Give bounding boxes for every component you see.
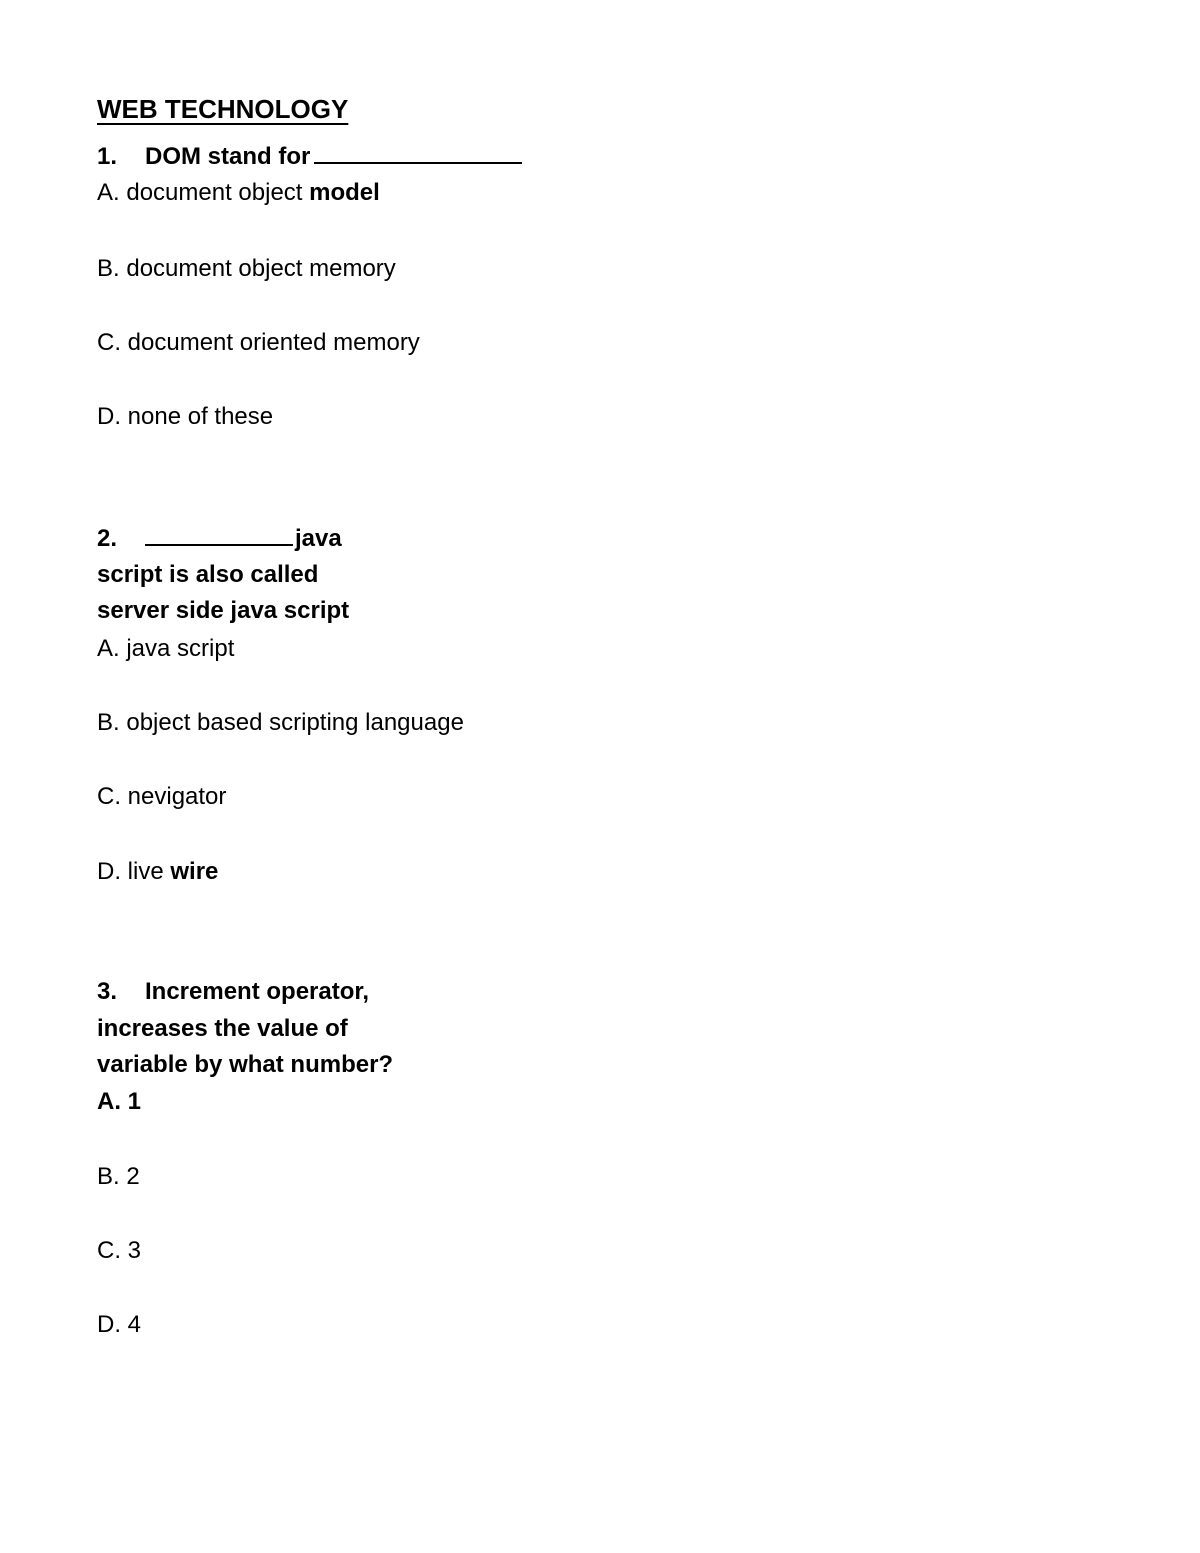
question-1-option-a <box>97 178 380 208</box>
option-text: D. live <box>97 858 164 885</box>
page-title: WEB TECHNOLOGY <box>97 94 349 124</box>
question-1-option-c <box>97 328 420 358</box>
question-3-option-d <box>97 1310 141 1340</box>
option-emphasis: model <box>309 179 380 206</box>
question-number: 3. <box>97 978 118 1005</box>
option-text: C. 3 <box>97 1237 142 1264</box>
question-2-stem-line-2: script is also called <box>97 561 319 588</box>
question-2-option-b <box>97 708 464 738</box>
question-text: DOM stand for <box>145 143 311 170</box>
question-3-stem-line-1 <box>97 977 369 1007</box>
question-text: Increment operator, <box>145 978 370 1005</box>
question-1-option-d <box>97 402 273 432</box>
option-text: A. java script <box>97 635 235 662</box>
question-1-stem <box>97 142 522 172</box>
question-2-stem-line-1 <box>97 524 342 554</box>
answer-blank <box>145 524 293 546</box>
option-text: D. 4 <box>97 1311 142 1338</box>
question-3-stem-line-2: increases the value of <box>97 1015 348 1042</box>
option-text: D. none of these <box>97 403 274 430</box>
option-text: B. document object memory <box>97 255 396 282</box>
question-number: 1. <box>97 143 118 170</box>
question-2-option-d <box>97 857 218 887</box>
question-number: 2. <box>97 525 118 552</box>
question-2-stem-line-3: server side java script <box>97 597 350 624</box>
question-3-option-a: A. 1 <box>97 1088 142 1115</box>
option-text: C. document oriented memory <box>97 329 420 356</box>
option-text: B. 2 <box>97 1163 140 1190</box>
question-text: java <box>295 525 342 552</box>
question-3-option-b <box>97 1162 140 1192</box>
option-emphasis: wire <box>170 858 219 885</box>
question-2-option-c <box>97 782 226 812</box>
option-text: A. document object <box>97 179 303 206</box>
option-text: B. object based scripting language <box>97 709 464 736</box>
option-text: C. nevigator <box>97 783 227 810</box>
question-3-option-c <box>97 1236 141 1266</box>
answer-blank <box>314 142 522 164</box>
question-3-stem-line-3: variable by what number? <box>97 1051 394 1078</box>
question-1-option-b <box>97 254 396 284</box>
question-2-option-a <box>97 634 234 664</box>
